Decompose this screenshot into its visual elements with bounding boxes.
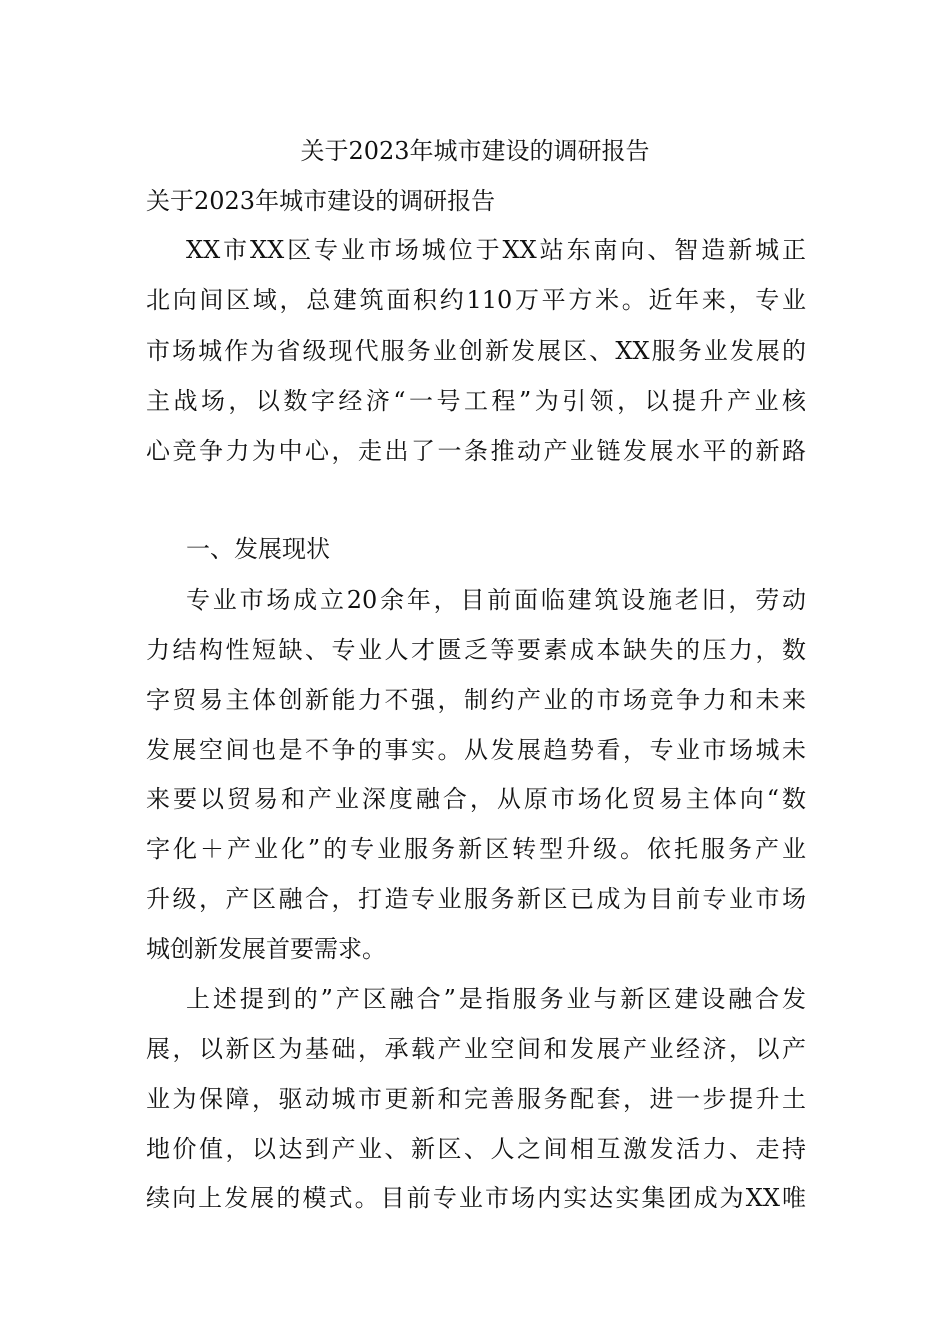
section-heading: 一、发展现状 (186, 535, 330, 563)
document-title: 关于2023年城市建设的调研报告 (300, 137, 650, 165)
paragraph-3-line-5: 续向上发展的模式。目前专业市场内实达实集团成为XX唯 (146, 1184, 806, 1212)
paragraph-3-line-3: 业为保障，驱动城市更新和完善服务配套，进一步提升土 (146, 1085, 806, 1113)
paragraph-2-line-5: 来要以贸易和产业深度融合，从原市场化贸易主体向“数 (146, 785, 806, 813)
paragraph-3-line-4: 地价值，以达到产业、新区、人之间相互激发活力、走持 (146, 1135, 806, 1163)
paragraph-2-line-4: 发展空间也是不争的事实。从发展趋势看，专业市场城未 (146, 736, 806, 764)
paragraph-2-line-2: 力结构性短缺、专业人才匮乏等要素成本缺失的压力，数 (146, 636, 806, 664)
paragraph-1-line-2: 北向间区域，总建筑面积约110万平方米。近年来，专业 (146, 286, 806, 314)
paragraph-2-line-6: 字化＋产业化”的专业服务新区转型升级。依托服务产业 (146, 835, 806, 863)
paragraph-2-line-8: 城创新发展首要需求。 (146, 935, 386, 963)
document-subtitle: 关于2023年城市建设的调研报告 (146, 187, 496, 215)
paragraph-1-line-5: 心竞争力为中心，走出了一条推动产业链发展水平的新路 (146, 437, 806, 465)
paragraph-2-line-1: 专业市场成立20余年，目前面临建筑设施老旧，劳动 (186, 586, 806, 614)
paragraph-2-line-7: 升级，产区融合，打造专业服务新区已成为目前专业市场 (146, 885, 806, 913)
paragraph-2-line-3: 字贸易主体创新能力不强，制约产业的市场竞争力和未来 (146, 686, 806, 714)
paragraph-1-line-4: 主战场，以数字经济“一号工程”为引领，以提升产业核 (146, 387, 806, 415)
paragraph-1-line-1: XX市XX区专业市场城位于XX站东南向、智造新城正 (186, 236, 806, 264)
paragraph-3-line-1: 上述提到的”产区融合”是指服务业与新区建设融合发 (186, 985, 806, 1013)
paragraph-1-line-3: 市场城作为省级现代服务业创新发展区、XX服务业发展的 (146, 337, 806, 365)
paragraph-3-line-2: 展，以新区为基础，承载产业空间和发展产业经济，以产 (146, 1035, 806, 1063)
